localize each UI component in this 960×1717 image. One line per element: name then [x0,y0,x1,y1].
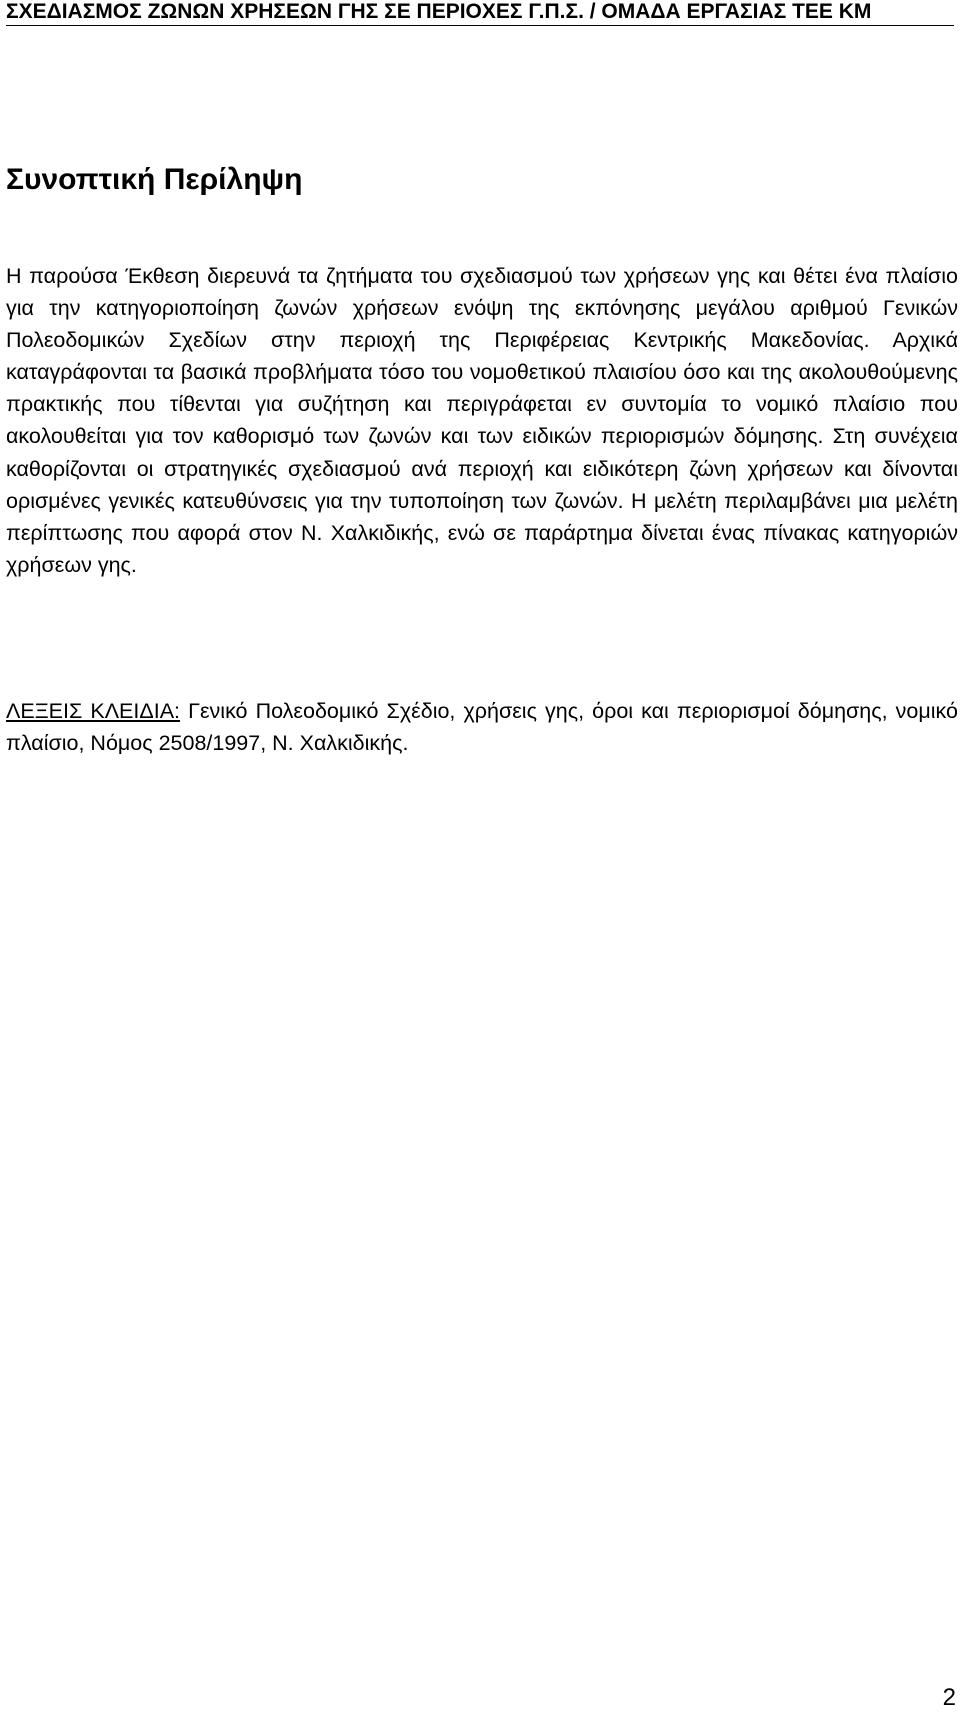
header-divider [6,25,954,26]
keywords-text: Γενικό Πολεοδομικό Σχέδιο, χρήσεις γης, όροι και περιορισμοί δόμησης, νομικό πλαίσιο, Νόμος 2508/1997, Ν. Χαλκιδικής. [6,699,958,756]
keywords-label: ΛΕΞΕΙΣ ΚΛΕΙΔΙΑ: [6,699,181,723]
page-number: 2 [942,1684,956,1711]
keywords-paragraph [6,695,958,759]
running-header: ΣΧΕΔΙΑΣΜΟΣ ΖΩΝΩΝ ΧΡΗΣΕΩΝ ΓΗΣ ΣΕ ΠΕΡΙΟΧΕΣ Γ.Π.Σ. / ΟΜΑΔΑ ΕΡΓΑΣΙΑΣ ΤΕΕ ΚΜ [6,0,872,23]
page-title: Συνοπτική Περίληψη [6,163,303,196]
abstract-paragraph: Η παρούσα Έκθεση διερευνά τα ζητήματα του σχεδιασμού των χρήσεων γης και θέτει ένα πλαίσιο για την κατηγοριοποίηση ζωνών χρήσεων ενόψη της εκπόνησης μεγάλου αριθμού Γενικών Πολεοδομικών Σχεδίων στην περιοχή της Περιφέρειας Κεντρικής Μακεδονίας. Αρχικά καταγράφονται τα βασικά προβλήματα τόσο του νομοθετικού πλαισίου όσο και της ακολουθούμενης πρακτικής που τίθενται για συζήτηση και περιγράφεται εν συντομία το νομικό πλαίσιο που ακολουθείται για τον καθορισμό των ζωνών και των ειδικών περιορισμών δόμησης. Στη συνέχεια καθορίζονται οι στρατηγικές σχεδιασμού ανά περιοχή και ειδικότερη ζώνη χρήσεων και δίνονται ορισμένες γενικές κατευθύνσεις για την τυποποίηση των ζωνών. Η μελέτη περιλαμβάνει μια μελέτη περίπτωσης που αφορά στον Ν. Χαλκιδικής, ενώ σε παράρτημα δίνεται ένας πίνακας κατηγοριών χρήσεων γης. [6,264,958,577]
